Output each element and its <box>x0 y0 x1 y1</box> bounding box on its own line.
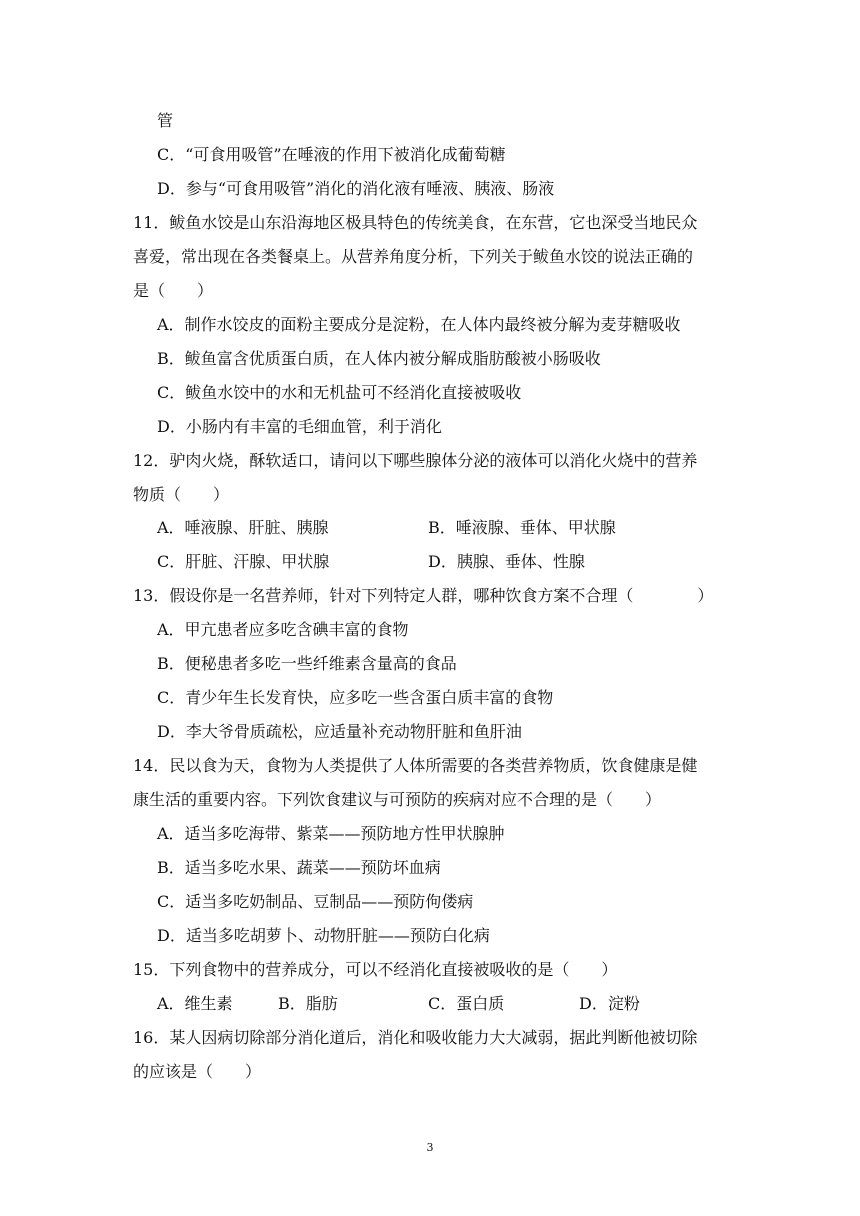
option-line: D．参与“可食用吸管”消化的消化液有唾液、胰液、肠液 <box>157 179 555 198</box>
option-line: A．甲亢患者应多吃含碘丰富的食物 <box>157 620 409 639</box>
option-d: D．胰腺、垂体、性腺 <box>428 552 585 571</box>
text-line: 管 <box>157 111 174 130</box>
option-line: A．制作水饺皮的面粉主要成分是淀粉，在人体内最终被分解为麦芽糖吸收 <box>157 315 681 334</box>
question-line: 是（ ） <box>133 281 214 300</box>
option-a: A．维生素 <box>157 994 233 1013</box>
question-line: 喜爱，常出现在各类餐桌上。从营养角度分析，下列关于鲅鱼水饺的说法正确的 <box>133 247 694 266</box>
question-line: 15．下列食物中的营养成分，可以不经消化直接被吸收的是（ ） <box>133 960 618 979</box>
question-line: 12．驴肉火烧，酥软适口，请问以下哪些腺体分泌的液体可以消化火烧中的营养 <box>133 451 698 470</box>
option-line: B．便秘患者多吃一些纤维素含量高的食品 <box>157 654 457 673</box>
option-line: C．适当多吃奶制品、豆制品——预防佝偻病 <box>157 892 474 911</box>
option-c: C．肝脏、汗腺、甲状腺 <box>157 552 330 571</box>
option-d: D．淀粉 <box>579 994 640 1013</box>
option-line: B．鲅鱼富含优质蛋白质，在人体内被分解成脂肪酸被小肠吸收 <box>157 349 601 368</box>
option-line: D．适当多吃胡萝卜、动物肝脏——预防白化病 <box>157 926 490 945</box>
option-a: A．唾液腺、肝脏、胰腺 <box>157 518 329 537</box>
option-c: C．蛋白质 <box>428 994 505 1013</box>
option-line: D．小肠内有丰富的毛细血管，利于消化 <box>157 417 442 436</box>
option-line: C．青少年生长发育快，应多吃一些含蛋白质丰富的食物 <box>157 688 554 707</box>
question-line: 13．假设你是一名营养师，针对下列特定人群，哪种饮食方案不合理（ ） <box>133 586 714 605</box>
question-line: 物质（ ） <box>133 485 230 504</box>
option-line: A．适当多吃海带、紫菜——预防地方性甲状腺肿 <box>157 824 505 843</box>
page-number: 3 <box>426 1141 434 1154</box>
question-line: 16．某人因病切除部分消化道后，消化和吸收能力大大减弱，据此判断他被切除 <box>133 1028 698 1047</box>
question-line: 14．民以食为天，食物为人类提供了人体所需要的各类营养物质，饮食健康是健 <box>133 756 698 775</box>
option-line: D．李大爷骨质疏松，应适量补充动物肝脏和鱼肝油 <box>157 722 522 741</box>
option-b: B．脂肪 <box>278 994 338 1013</box>
option-line: C．“可食用吸管”在唾液的作用下被消化成葡萄糖 <box>157 145 506 164</box>
question-line: 的应该是（ ） <box>133 1062 262 1081</box>
question-line: 11．鲅鱼水饺是山东沿海地区极具特色的传统美食，在东营，它也深受当地民众 <box>133 213 698 232</box>
option-line: B．适当多吃水果、蔬菜——预防坏血病 <box>157 858 441 877</box>
option-line: C．鲅鱼水饺中的水和无机盐可不经消化直接被吸收 <box>157 383 522 402</box>
question-line: 康生活的重要内容。下列饮食建议与可预防的疾病对应不合理的是（ ） <box>133 790 662 809</box>
option-b: B．唾液腺、垂体、甲状腺 <box>428 518 616 537</box>
